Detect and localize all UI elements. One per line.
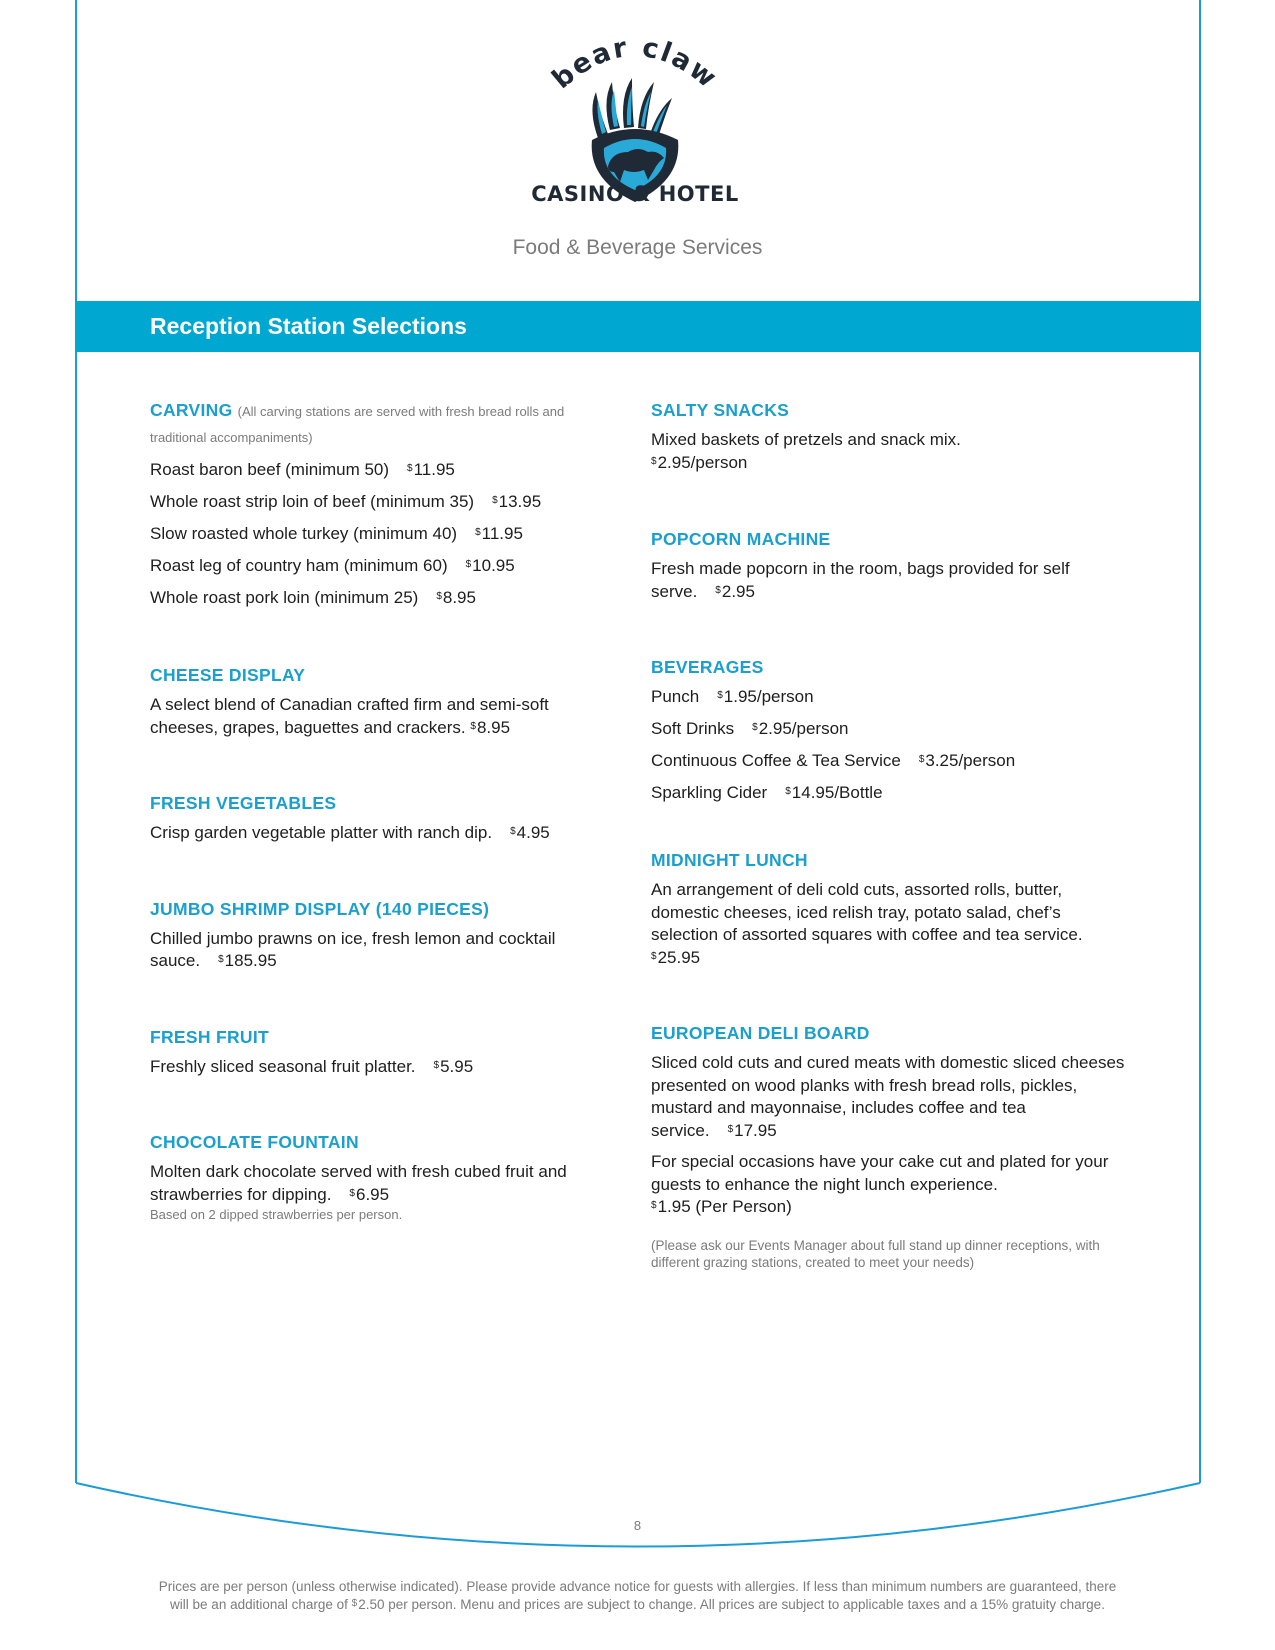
currency-symbol: $	[475, 527, 481, 538]
price-value: 1.95 (Per Person)	[657, 1197, 792, 1216]
cheese-section	[150, 663, 595, 739]
midnight-lunch-title: MIDNIGHT LUNCH	[651, 850, 808, 870]
popcorn-price	[715, 582, 755, 601]
item-name: Continuous Coffee & Tea Service	[651, 751, 901, 770]
carving-item	[150, 587, 595, 609]
midnight-lunch-price	[651, 947, 1131, 970]
currency-symbol: $	[510, 826, 516, 837]
chocolate-title: CHOCOLATE FOUNTAIN	[150, 1132, 359, 1152]
shrimp-section	[150, 897, 595, 973]
vegetables-section	[150, 791, 595, 845]
svg-text:bear claw	[546, 32, 723, 95]
popcorn-section	[651, 527, 1131, 603]
currency-symbol: $	[351, 1598, 358, 1609]
currency-symbol: $	[918, 754, 925, 765]
footer-line-2	[150, 1596, 1125, 1614]
chocolate-description	[150, 1161, 595, 1206]
item-price	[717, 687, 813, 706]
popcorn-title: POPCORN MACHINE	[651, 529, 831, 549]
deli-board-section	[651, 1021, 1131, 1271]
cheese-title: CHEESE DISPLAY	[150, 665, 306, 685]
fruit-description	[150, 1056, 595, 1079]
beverage-item	[651, 718, 1131, 740]
description-text: Freshly sliced seasonal fruit platter.	[150, 1056, 416, 1076]
description-text: Molten dark chocolate served with fresh cubed fruit and strawberries for dipping.	[150, 1162, 567, 1204]
item-price	[436, 588, 476, 607]
item-name: Whole roast pork loin (minimum 25)	[150, 588, 419, 607]
banner-title: Reception Station Selections	[150, 313, 467, 339]
left-column	[150, 398, 595, 1223]
salty-snacks-price	[651, 452, 1131, 475]
logo-arc-text: bear claw	[546, 31, 724, 96]
price-value: 14.95/Bottle	[791, 783, 883, 802]
carving-item	[150, 459, 595, 481]
bear-claw-logo	[530, 30, 740, 215]
carving-item	[150, 523, 595, 545]
item-name: Punch	[651, 687, 700, 706]
currency-symbol: $	[470, 720, 476, 732]
description-text: A select blend of Canadian crafted firm and semi-soft cheeses, grapes, baguettes and crackers.	[150, 695, 549, 737]
footer-text: will be an additional charge of	[170, 1597, 352, 1612]
currency-symbol: $	[651, 950, 657, 962]
item-price	[919, 751, 1015, 770]
vegetables-title: FRESH VEGETABLES	[150, 793, 337, 813]
carving-heading	[150, 398, 595, 450]
currency-symbol: $	[465, 559, 472, 570]
price-value: 1.95/person	[723, 687, 814, 706]
deli-board-description	[651, 1052, 1131, 1142]
price-value: 8.95	[476, 717, 511, 737]
midnight-lunch-description: An arrangement of deli cold cuts, assorted rolls, butter, domestic cheeses, iced relish tray, potato salad, chef’s selection of assorted squares with coffee and tea service.	[651, 880, 1083, 944]
chocolate-price	[349, 1185, 389, 1204]
item-name: Sparkling Cider	[651, 783, 768, 802]
salty-snacks-section	[651, 398, 1131, 474]
currency-symbol: $	[651, 455, 657, 467]
popcorn-description	[651, 558, 1131, 603]
footer-text: per person. Menu and prices are subject to change. All prices are subject to applicable taxes and a 15% gratuity charge.	[384, 1597, 1105, 1612]
price-value: 13.95	[498, 492, 542, 511]
shrimp-price	[218, 951, 277, 970]
vegetables-description	[150, 822, 595, 845]
currency-symbol: $	[651, 1200, 657, 1211]
price-value: 8.95	[442, 588, 476, 607]
cheese-price	[470, 718, 510, 737]
item-name: Roast leg of country ham (minimum 60)	[150, 556, 448, 575]
beverage-item	[651, 782, 1131, 804]
right-column	[651, 398, 1131, 1271]
item-price	[492, 492, 541, 511]
item-price	[752, 719, 848, 738]
salty-snacks-description: Mixed baskets of pretzels and snack mix.	[651, 430, 961, 449]
description-text: Crisp garden vegetable platter with ranch dip.	[150, 823, 493, 842]
item-price	[475, 524, 523, 543]
beverage-item	[651, 750, 1131, 772]
currency-symbol: $	[785, 786, 791, 797]
currency-symbol: $	[349, 1187, 355, 1199]
shrimp-description	[150, 928, 595, 973]
beverage-item	[651, 686, 1131, 708]
beverages-title: BEVERAGES	[651, 657, 764, 677]
price-value: 10.95	[472, 556, 515, 575]
deli-board-price	[728, 1121, 777, 1140]
beverages-section	[651, 655, 1131, 804]
vegetables-price	[510, 823, 550, 842]
fruit-section	[150, 1025, 595, 1079]
description-text: Fresh made popcorn in the room, bags provided for self serve.	[651, 559, 1070, 601]
carving-note: (All carving stations are served with fresh bread rolls and traditional accompaniments)	[150, 404, 565, 445]
carving-title: CARVING	[150, 400, 233, 420]
currency-symbol: $	[218, 954, 224, 965]
item-name: Slow roasted whole turkey (minimum 40)	[150, 524, 458, 543]
price-value: 5.95	[440, 1056, 474, 1076]
item-price	[407, 460, 455, 479]
price-value: 185.95	[224, 951, 277, 970]
item-name: Soft Drinks	[651, 719, 735, 738]
midnight-lunch-section	[651, 848, 1131, 969]
price-value: 11.95	[413, 460, 455, 479]
currency-symbol: $	[433, 1059, 440, 1071]
currency-symbol: $	[727, 1123, 734, 1135]
fruit-title: FRESH FRUIT	[150, 1026, 269, 1047]
footer-price: 2.50	[358, 1597, 385, 1612]
carving-section	[150, 398, 595, 609]
events-manager-note: (Please ask our Events Manager about full stand up dinner receptions, with different grazing stations, created to meet your needs)	[651, 1237, 1100, 1270]
deli-board-title: EUROPEAN DELI BOARD	[651, 1023, 870, 1043]
price-value: 11.95	[481, 524, 523, 543]
price-value: 4.95	[516, 823, 550, 842]
price-value: 6.95	[355, 1184, 390, 1204]
currency-symbol: $	[407, 463, 413, 474]
page-subtitle: Food & Beverage Services	[512, 236, 763, 259]
description-text: Sliced cold cuts and cured meats with domestic sliced cheeses presented on wood planks with fresh bread rolls, pickles, mustard and mayonnaise, includes coffee and tea service.	[651, 1053, 1125, 1140]
currency-symbol: $	[752, 722, 758, 733]
chocolate-note: Based on 2 dipped strawberries per person.	[150, 1207, 403, 1222]
price-value: 3.25/person	[925, 751, 1016, 770]
cake-service-price	[651, 1196, 1131, 1219]
description-text: Chilled jumbo prawns on ice, fresh lemon and cocktail sauce.	[150, 928, 556, 970]
cake-service-text: For special occasions have your cake cut and plated for your guests to enhance the night lunch experience.	[651, 1152, 1109, 1194]
footer-disclaimer	[150, 1578, 1125, 1614]
price-value: 2.95/person	[657, 452, 748, 472]
currency-symbol: $	[436, 591, 442, 602]
currency-symbol: $	[717, 690, 723, 701]
section-banner	[76, 301, 1200, 352]
price-value: 25.95	[657, 947, 701, 967]
carving-item	[150, 555, 595, 577]
currency-symbol: $	[492, 495, 498, 506]
item-price	[466, 556, 515, 575]
price-value: 2.95	[721, 581, 755, 601]
price-value: 17.95	[734, 1120, 777, 1140]
cheese-description	[150, 694, 595, 739]
chocolate-section	[150, 1130, 595, 1223]
currency-symbol: $	[715, 584, 721, 596]
carving-item	[150, 491, 595, 513]
page-number: 8	[633, 1518, 642, 1533]
item-name: Whole roast strip loin of beef (minimum 35)	[150, 492, 475, 511]
price-value: 2.95/person	[758, 719, 849, 738]
shrimp-title: JUMBO SHRIMP DISPLAY (140 PIECES)	[150, 898, 490, 919]
item-price	[785, 783, 882, 802]
fruit-price	[434, 1057, 474, 1076]
logo-wordmark: CASINO & HOTEL	[531, 182, 739, 206]
salty-snacks-title: SALTY SNACKS	[651, 400, 790, 420]
footer-line-1: Prices are per person (unless otherwise indicated). Please provide advance notice for guests with allergies. If less than minimum numbers are guaranteed, there	[158, 1579, 1117, 1594]
item-name: Roast baron beef (minimum 50)	[150, 460, 390, 479]
